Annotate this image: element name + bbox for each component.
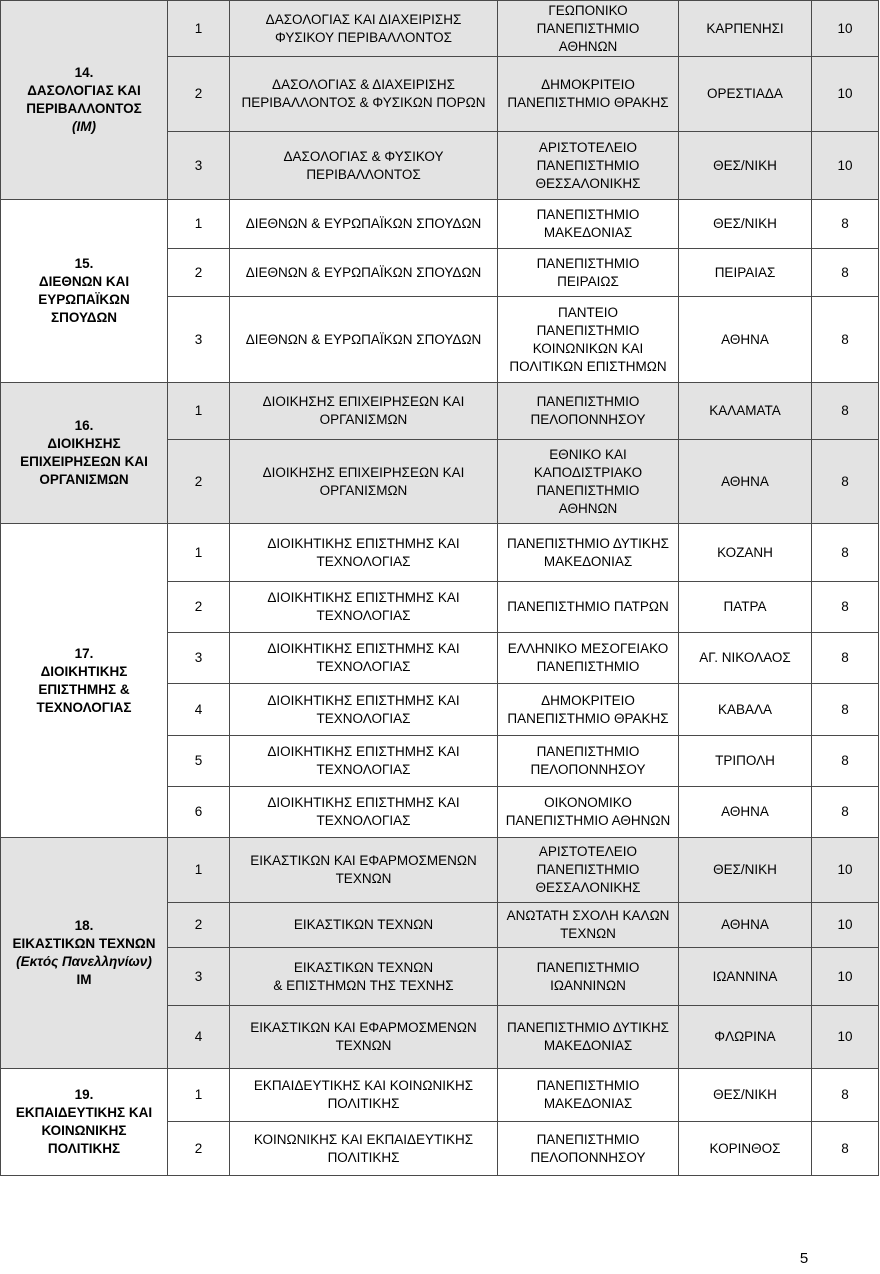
points-cell: 10 bbox=[812, 1, 879, 57]
text-line: ΠΑΝΕΠΙΣΤΗΜΙΟ bbox=[536, 20, 640, 36]
category-line: ΟΡΓΑΝΙΣΜΩΝ bbox=[39, 472, 129, 487]
university-cell bbox=[498, 1069, 679, 1122]
category-line: (ΙΜ) bbox=[72, 119, 96, 134]
text-line: ΔΗΜΟΚΡΙΤΕΙΟ bbox=[541, 77, 635, 92]
text-line: ΠΑΝΕΠΙΣΤΗΜΙΟ bbox=[536, 255, 640, 271]
row-number-cell: 1 bbox=[168, 1, 230, 57]
text-line: ΠΑΝΕΠΙΣΤΗΜΙΟ bbox=[536, 1078, 640, 1093]
text-line: ΔΙΟΙΚΗΤΙΚΗΣ ΕΠΙΣΤΗΜΗΣ ΚΑΙ bbox=[267, 641, 460, 656]
text-line: ΤΕΧΝΟΛΟΓΙΑΣ bbox=[316, 608, 411, 623]
text-line: ΠΕΡΙΒΑΛΛΟΝΤΟΣ & ΦΥΣΙΚΩΝ ΠΟΡΩΝ bbox=[241, 95, 486, 110]
city-cell: ΑΓ. ΝΙΚΟΛΑΟΣ bbox=[679, 633, 812, 684]
table-row bbox=[1, 524, 879, 582]
points-cell: 10 bbox=[812, 57, 879, 132]
category-line: ΕΚΠΑΙΔΕΥΤΙΚΗΣ ΚΑΙ bbox=[15, 1105, 153, 1120]
university-cell bbox=[498, 582, 679, 633]
category-line: 18. bbox=[74, 918, 94, 933]
department-cell bbox=[230, 1006, 498, 1069]
text-line: ΔΑΣΟΛΟΓΙΑΣ ΚΑΙ ΔΙΑΧΕΙΡΙΣΗΣ bbox=[265, 11, 462, 27]
text-line: ΠΕΛΟΠΟΝΝΗΣΟΥ bbox=[530, 412, 646, 427]
page-number: 5 bbox=[799, 1250, 809, 1267]
text-line: ΔΙΟΙΚΗΤΙΚΗΣ ΕΠΙΣΤΗΜΗΣ ΚΑΙ bbox=[267, 692, 460, 708]
text-line: ΕΙΚΑΣΤΙΚΩΝ ΚΑΙ ΕΦΑΡΜΟΣΜΕΝΩΝ bbox=[250, 853, 477, 868]
city-cell: ΘΕΣ/ΝΙΚΗ bbox=[679, 838, 812, 903]
category-line: ΕΙΚΑΣΤΙΚΩΝ ΤΕΧΝΩΝ bbox=[12, 936, 156, 951]
row-number-cell: 3 bbox=[168, 132, 230, 200]
category-line: 16. bbox=[74, 418, 94, 433]
text-line: ΠΑΝΕΠΙΣΤΗΜΙΟ ΔΥΤΙΚΗΣ bbox=[507, 535, 669, 551]
text-line: ΤΕΧΝΟΛΟΓΙΑΣ bbox=[316, 762, 411, 777]
department-cell bbox=[230, 1069, 498, 1122]
text-line: ΦΥΣΙΚΟΥ ΠΕΡΙΒΑΛΛΟΝΤΟΣ bbox=[275, 29, 452, 45]
category-line: (Εκτός Πανελληνίων) bbox=[16, 954, 152, 969]
city-cell: ΤΡΙΠΟΛΗ bbox=[679, 736, 812, 787]
points-cell: 8 bbox=[812, 200, 879, 249]
text-line: ΠΑΝΕΠΙΣΤΗΜΙΟ bbox=[536, 659, 640, 674]
city-cell: ΘΕΣ/ΝΙΚΗ bbox=[679, 1069, 812, 1122]
category-cell bbox=[1, 383, 168, 524]
text-line: ΤΕΧΝΩΝ bbox=[560, 926, 616, 941]
category-line: ΔΙΕΘΝΩΝ ΚΑΙ bbox=[38, 274, 130, 289]
text-line: ΠΕΙΡΑΙΩΣ bbox=[557, 273, 619, 289]
text-line: ΔΑΣΟΛΟΓΙΑΣ & ΦΥΣΙΚΟΥ bbox=[283, 148, 444, 164]
text-line: ΔΙΟΙΚΗΣΗΣ ΕΠΙΧΕΙΡΗΣΕΩΝ ΚΑΙ bbox=[262, 464, 465, 480]
text-line: ΔΙΕΘΝΩΝ & ΕΥΡΩΠΑΪΚΩΝ ΣΠΟΥΔΩΝ bbox=[245, 264, 482, 280]
points-cell: 8 bbox=[812, 440, 879, 524]
text-line: ΠΕΡΙΒΑΛΛΟΝΤΟΣ bbox=[306, 166, 421, 182]
text-line: ΠΑΝΕΠΙΣΤΗΜΙΟ ΠΑΤΡΩΝ bbox=[507, 599, 669, 614]
department-cell bbox=[230, 633, 498, 684]
text-line: ΑΘΗΝΩΝ bbox=[558, 500, 618, 516]
row-number-cell: 1 bbox=[168, 200, 230, 249]
table-row bbox=[1, 838, 879, 903]
text-line: ΠΑΝΕΠΙΣΤΗΜΙΟ bbox=[536, 394, 640, 409]
text-line: ΚΟΙΝΩΝΙΚΩΝ ΚΑΙ bbox=[532, 340, 644, 356]
university-cell bbox=[498, 1006, 679, 1069]
points-cell: 10 bbox=[812, 903, 879, 948]
department-cell bbox=[230, 684, 498, 736]
text-line: ΜΑΚΕΔΟΝΙΑΣ bbox=[543, 1038, 633, 1053]
points-cell: 8 bbox=[812, 1122, 879, 1176]
text-line: ΠΟΛΙΤΙΚΩΝ ΕΠΙΣΤΗΜΩΝ bbox=[509, 358, 667, 374]
text-line: ΕΘΝΙΚΟ ΚΑΙ bbox=[549, 446, 627, 462]
text-line: ΔΙΟΙΚΗΤΙΚΗΣ ΕΠΙΣΤΗΜΗΣ ΚΑΙ bbox=[267, 590, 460, 605]
department-cell bbox=[230, 57, 498, 132]
points-cell: 10 bbox=[812, 132, 879, 200]
points-cell: 8 bbox=[812, 684, 879, 736]
category-line: ΙΜ bbox=[76, 972, 92, 987]
department-cell bbox=[230, 1122, 498, 1176]
category-cell bbox=[1, 200, 168, 383]
city-cell: ΑΘΗΝΑ bbox=[679, 787, 812, 838]
category-line: ΕΠΙΧΕΙΡΗΣΕΩΝ ΚΑΙ bbox=[20, 454, 148, 469]
department-cell bbox=[230, 440, 498, 524]
text-line: ΘΕΣΣΑΛΟΝΙΚΗΣ bbox=[535, 175, 641, 191]
department-cell bbox=[230, 297, 498, 383]
university-cell bbox=[498, 383, 679, 440]
university-cell bbox=[498, 1, 679, 57]
city-cell: ΚΑΡΠΕΝΗΣΙ bbox=[679, 1, 812, 57]
department-cell bbox=[230, 948, 498, 1006]
text-line: ΠΟΛΙΤΙΚΗΣ bbox=[327, 1096, 400, 1111]
text-line: ΕΙΚΑΣΤΙΚΩΝ ΤΕΧΝΩΝ bbox=[293, 917, 434, 932]
text-line: ΚΟΙΝΩΝΙΚΗΣ ΚΑΙ ΕΚΠΑΙΔΕΥΤΙΚΗΣ bbox=[253, 1131, 474, 1147]
text-line: ΠΑΝΕΠΙΣΤΗΜΙΟ bbox=[536, 482, 640, 498]
city-cell: ΟΡΕΣΤΙΑΔΑ bbox=[679, 57, 812, 132]
text-line: ΜΑΚΕΔΟΝΙΑΣ bbox=[543, 225, 633, 240]
text-line: ΟΡΓΑΝΙΣΜΩΝ bbox=[319, 482, 408, 498]
text-line: ΤΕΧΝΟΛΟΓΙΑΣ bbox=[316, 710, 411, 726]
row-number-cell: 6 bbox=[168, 787, 230, 838]
row-number-cell: 1 bbox=[168, 1069, 230, 1122]
category-line: ΔΙΟΙΚΗΤΙΚΗΣ bbox=[40, 663, 128, 679]
text-line: ΔΙΟΙΚΗΤΙΚΗΣ ΕΠΙΣΤΗΜΗΣ ΚΑΙ bbox=[267, 744, 460, 759]
points-cell: 8 bbox=[812, 787, 879, 838]
text-line: ΕΛΛΗΝΙΚΟ ΜΕΣΟΓΕΙΑΚΟ bbox=[507, 641, 669, 656]
table-row bbox=[1, 1, 879, 57]
row-number-cell: 3 bbox=[168, 633, 230, 684]
text-line: ΠΕΛΟΠΟΝΝΗΣΟΥ bbox=[530, 762, 646, 777]
text-line: ΔΑΣΟΛΟΓΙΑΣ & ΔΙΑΧΕΙΡΙΣΗΣ bbox=[272, 77, 455, 92]
text-line: ΕΙΚΑΣΤΙΚΩΝ ΤΕΧΝΩΝ bbox=[293, 959, 434, 975]
text-line: ΔΙΟΙΚΗΣΗΣ ΕΠΙΧΕΙΡΗΣΕΩΝ ΚΑΙ bbox=[262, 394, 465, 409]
row-number-cell: 1 bbox=[168, 383, 230, 440]
category-line: 15. bbox=[74, 256, 94, 271]
points-cell: 10 bbox=[812, 1006, 879, 1069]
text-line: ΤΕΧΝΩΝ bbox=[335, 1038, 392, 1053]
text-line: ΙΩΑΝΝΙΝΩΝ bbox=[550, 977, 626, 993]
university-cell bbox=[498, 948, 679, 1006]
university-cell bbox=[498, 1122, 679, 1176]
department-cell bbox=[230, 787, 498, 838]
department-cell bbox=[230, 132, 498, 200]
table-row bbox=[1, 383, 879, 440]
row-number-cell: 2 bbox=[168, 249, 230, 297]
text-line: ΕΚΠΑΙΔΕΥΤΙΚΗΣ ΚΑΙ ΚΟΙΝΩΝΙΚΗΣ bbox=[253, 1078, 474, 1093]
text-line: ΠΑΝΕΠΙΣΤΗΜΙΟ bbox=[536, 157, 640, 173]
university-cell bbox=[498, 132, 679, 200]
city-cell: ΑΘΗΝΑ bbox=[679, 903, 812, 948]
category-cell bbox=[1, 1, 168, 200]
text-line: ΠΑΝΕΠΙΣΤΗΜΙΟ ΔΥΤΙΚΗΣ bbox=[507, 1020, 669, 1035]
university-cell bbox=[498, 440, 679, 524]
table-row bbox=[1, 1069, 879, 1122]
text-line: ΓΕΩΠΟΝΙΚΟ bbox=[548, 2, 628, 18]
text-line: ΠΑΝΕΠΙΣΤΗΜΙΟ bbox=[536, 322, 640, 338]
text-line: ΤΕΧΝΟΛΟΓΙΑΣ bbox=[316, 659, 411, 674]
text-line: ΠΑΝΕΠΙΣΤΗΜΙΟ ΘΡΑΚΗΣ bbox=[507, 710, 669, 726]
text-line: ΔΗΜΟΚΡΙΤΕΙΟ bbox=[541, 692, 635, 708]
category-line: 19. bbox=[74, 1087, 94, 1102]
points-cell: 8 bbox=[812, 633, 879, 684]
text-line: & ΕΠΙΣΤΗΜΩΝ ΤΗΣ ΤΕΧΝΗΣ bbox=[273, 977, 454, 993]
row-number-cell: 4 bbox=[168, 684, 230, 736]
points-cell: 8 bbox=[812, 582, 879, 633]
text-line: ΔΙΟΙΚΗΤΙΚΗΣ ΕΠΙΣΤΗΜΗΣ ΚΑΙ bbox=[267, 535, 460, 551]
department-cell bbox=[230, 736, 498, 787]
city-cell: ΦΛΩΡΙΝΑ bbox=[679, 1006, 812, 1069]
category-line: 14. bbox=[74, 65, 94, 80]
university-cell bbox=[498, 297, 679, 383]
text-line: ΠΑΝΕΠΙΣΤΗΜΙΟ bbox=[536, 959, 640, 975]
category-cell bbox=[1, 1069, 168, 1176]
row-number-cell: 3 bbox=[168, 297, 230, 383]
category-cell bbox=[1, 524, 168, 838]
city-cell: ΑΘΗΝΑ bbox=[679, 297, 812, 383]
text-line: ΜΑΚΕΔΟΝΙΑΣ bbox=[543, 1096, 633, 1111]
department-cell bbox=[230, 200, 498, 249]
row-number-cell: 3 bbox=[168, 948, 230, 1006]
points-cell: 8 bbox=[812, 297, 879, 383]
city-cell: ΠΕΙΡΑΙΑΣ bbox=[679, 249, 812, 297]
university-cell bbox=[498, 838, 679, 903]
category-line: ΕΥΡΩΠΑΪΚΩΝ bbox=[38, 292, 130, 307]
text-line: ΚΑΠΟΔΙΣΤΡΙΑΚΟ bbox=[533, 464, 643, 480]
category-line: ΔΑΣΟΛΟΓΙΑΣ ΚΑΙ bbox=[27, 83, 141, 98]
department-cell bbox=[230, 383, 498, 440]
department-cell bbox=[230, 249, 498, 297]
department-cell bbox=[230, 903, 498, 948]
points-cell: 10 bbox=[812, 948, 879, 1006]
university-cell bbox=[498, 249, 679, 297]
category-line: ΠΕΡΙΒΑΛΛΟΝΤΟΣ bbox=[26, 101, 142, 116]
row-number-cell: 2 bbox=[168, 1122, 230, 1176]
row-number-cell: 4 bbox=[168, 1006, 230, 1069]
university-cell bbox=[498, 524, 679, 582]
text-line: ΜΑΚΕΔΟΝΙΑΣ bbox=[543, 553, 633, 569]
text-line: ΑΡΙΣΤΟΤΕΛΕΙΟ bbox=[538, 844, 638, 859]
text-line: ΠΑΝΕΠΙΣΤΗΜΙΟ bbox=[536, 744, 640, 759]
department-cell bbox=[230, 838, 498, 903]
university-cell bbox=[498, 736, 679, 787]
text-line: ΔΙΟΙΚΗΤΙΚΗΣ ΕΠΙΣΤΗΜΗΣ ΚΑΙ bbox=[267, 795, 460, 810]
row-number-cell: 2 bbox=[168, 582, 230, 633]
row-number-cell: 2 bbox=[168, 440, 230, 524]
text-line: ΕΙΚΑΣΤΙΚΩΝ ΚΑΙ ΕΦΑΡΜΟΣΜΕΝΩΝ bbox=[250, 1020, 477, 1035]
city-cell: ΚΑΒΑΛΑ bbox=[679, 684, 812, 736]
text-line: ΠΕΛΟΠΟΝΝΗΣΟΥ bbox=[530, 1149, 646, 1165]
points-cell: 8 bbox=[812, 524, 879, 582]
points-cell: 8 bbox=[812, 249, 879, 297]
text-line: ΠΑΝΕΠΙΣΤΗΜΙΟ ΑΘΗΝΩΝ bbox=[505, 813, 671, 828]
text-line: ΑΝΩΤΑΤΗ ΣΧΟΛΗ ΚΑΛΩΝ bbox=[506, 908, 670, 923]
university-cell bbox=[498, 633, 679, 684]
text-line: ΠΑΝΕΠΙΣΤΗΜΙΟ ΘΡΑΚΗΣ bbox=[507, 95, 669, 110]
category-line: ΣΠΟΥΔΩΝ bbox=[50, 310, 118, 325]
row-number-cell: 2 bbox=[168, 903, 230, 948]
points-cell: 8 bbox=[812, 1069, 879, 1122]
city-cell: ΚΑΛΑΜΑΤΑ bbox=[679, 383, 812, 440]
city-cell: ΙΩΑΝΝΙΝΑ bbox=[679, 948, 812, 1006]
row-number-cell: 1 bbox=[168, 838, 230, 903]
university-cell bbox=[498, 200, 679, 249]
text-line: ΠΑΝΕΠΙΣΤΗΜΙΟ bbox=[536, 862, 640, 877]
university-cell bbox=[498, 903, 679, 948]
city-cell: ΘΕΣ/ΝΙΚΗ bbox=[679, 132, 812, 200]
points-cell: 10 bbox=[812, 838, 879, 903]
text-line: ΠΑΝΕΠΙΣΤΗΜΙΟ bbox=[536, 207, 640, 222]
category-line: ΕΠΙΣΤΗΜΗΣ & bbox=[38, 681, 130, 697]
university-cell bbox=[498, 684, 679, 736]
table-row bbox=[1, 200, 879, 249]
points-cell: 8 bbox=[812, 736, 879, 787]
city-cell: ΠΑΤΡΑ bbox=[679, 582, 812, 633]
text-line: ΟΙΚΟΝΟΜΙΚΟ bbox=[544, 795, 632, 810]
row-number-cell: 1 bbox=[168, 524, 230, 582]
city-cell: ΚΟΖΑΝΗ bbox=[679, 524, 812, 582]
city-cell: ΘΕΣ/ΝΙΚΗ bbox=[679, 200, 812, 249]
category-line: ΚΟΙΝΩΝΙΚΗΣ bbox=[41, 1123, 127, 1138]
city-cell: ΚΟΡΙΝΘΟΣ bbox=[679, 1122, 812, 1176]
university-cell bbox=[498, 787, 679, 838]
text-line: ΠΑΝΕΠΙΣΤΗΜΙΟ bbox=[536, 1131, 640, 1147]
text-line: ΤΕΧΝΩΝ bbox=[335, 871, 392, 886]
category-line: ΤΕΧΝΟΛΟΓΙΑΣ bbox=[36, 699, 132, 715]
text-line: ΟΡΓΑΝΙΣΜΩΝ bbox=[319, 412, 408, 427]
text-line: ΤΕΧΝΟΛΟΓΙΑΣ bbox=[316, 813, 411, 828]
city-cell: ΑΘΗΝΑ bbox=[679, 440, 812, 524]
text-line: ΠΟΛΙΤΙΚΗΣ bbox=[327, 1149, 400, 1165]
category-line: ΠΟΛΙΤΙΚΗΣ bbox=[47, 1141, 121, 1156]
text-line: ΤΕΧΝΟΛΟΓΙΑΣ bbox=[316, 553, 411, 569]
university-cell bbox=[498, 57, 679, 132]
department-cell bbox=[230, 524, 498, 582]
text-line: ΠΑΝΤΕΙΟ bbox=[557, 304, 618, 320]
points-cell: 8 bbox=[812, 383, 879, 440]
department-cell bbox=[230, 582, 498, 633]
row-number-cell: 2 bbox=[168, 57, 230, 132]
text-line: ΑΡΙΣΤΟΤΕΛΕΙΟ bbox=[538, 139, 638, 155]
department-cell bbox=[230, 1, 498, 57]
text-line: ΔΙΕΘΝΩΝ & ΕΥΡΩΠΑΪΚΩΝ ΣΠΟΥΔΩΝ bbox=[245, 331, 482, 347]
text-line: ΑΘΗΝΩΝ bbox=[558, 38, 618, 54]
text-line: ΘΕΣΣΑΛΟΝΙΚΗΣ bbox=[535, 880, 641, 895]
row-number-cell: 5 bbox=[168, 736, 230, 787]
category-cell bbox=[1, 838, 168, 1069]
text-line: ΔΙΕΘΝΩΝ & ΕΥΡΩΠΑΪΚΩΝ ΣΠΟΥΔΩΝ bbox=[245, 216, 482, 231]
category-line: ΔΙΟΙΚΗΣΗΣ bbox=[47, 436, 121, 451]
category-line: 17. bbox=[74, 645, 94, 661]
